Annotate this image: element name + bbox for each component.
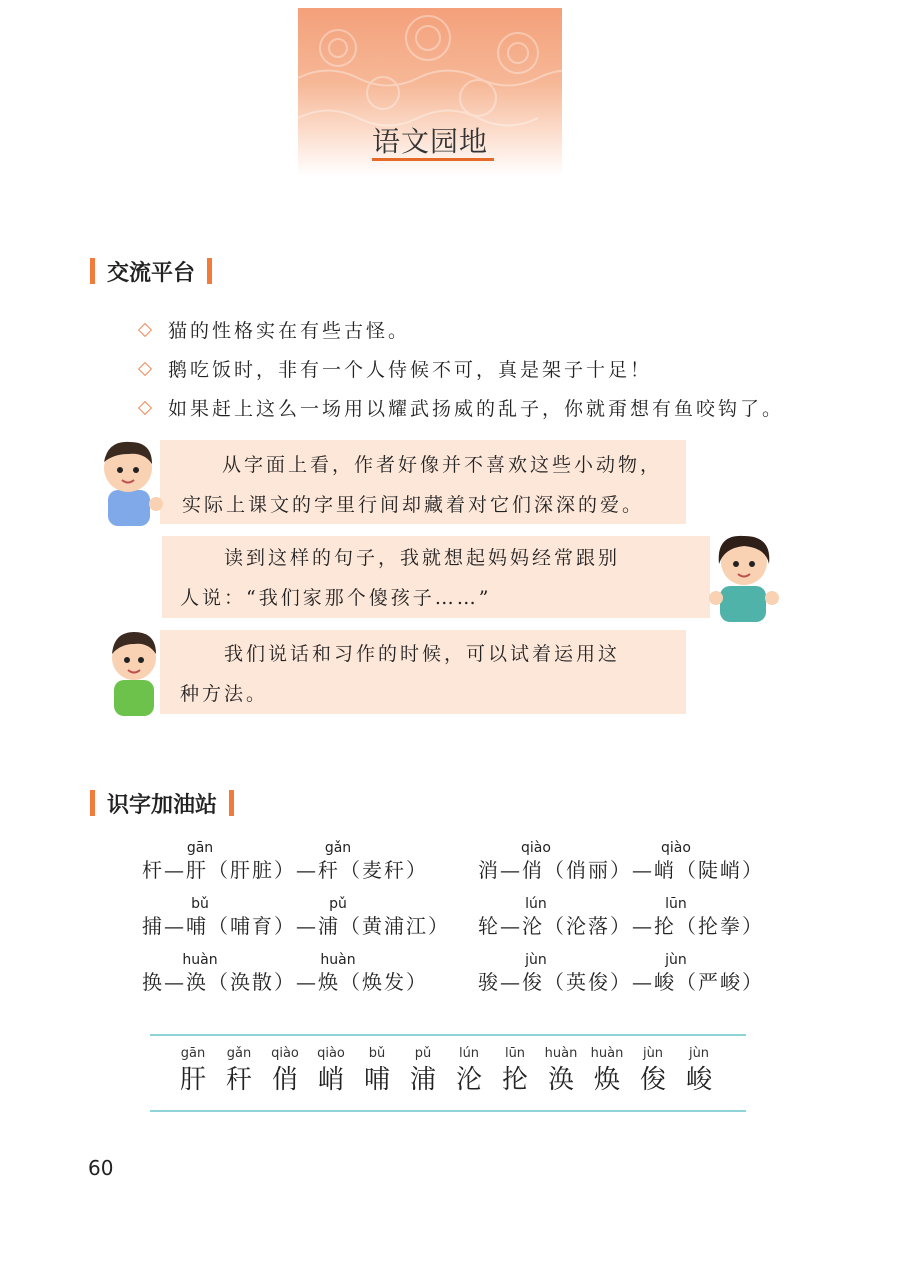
diamond-bullet-icon (138, 400, 152, 414)
writing-character (400, 1046, 446, 1096)
writing-character (676, 1046, 722, 1096)
pinyin: jùn (665, 952, 687, 968)
hanzi: 焕 (593, 1065, 620, 1095)
bubble-line: 从字面上看，作者好像并不喜欢这些小动物， (222, 454, 663, 476)
section-title: 交流平台 (107, 260, 196, 286)
sentence-text: 鹅吃饭时，非有一个人侍候不可，真是架子十足！ (168, 359, 653, 381)
list-item (134, 349, 784, 388)
pinyin: gān (180, 1046, 206, 1061)
title-underline (372, 158, 494, 161)
writing-character (262, 1046, 308, 1096)
pinyin: lún (525, 896, 547, 912)
example-sentences (134, 310, 784, 427)
pinyin: pǔ (329, 896, 347, 912)
writing-character (538, 1046, 584, 1096)
sentence-text: 如果赶上这么一场用以耀武扬威的乱子，你就甭想有鱼咬钩了。 (168, 398, 785, 420)
hanzi: 抡 (501, 1065, 528, 1095)
pinyin: qiào (271, 1046, 299, 1061)
girl-avatar-icon (708, 528, 780, 622)
hanzi: 俏 (271, 1065, 298, 1095)
bubble-line: 人说：“我们家那个傻孩子……” (180, 587, 492, 609)
pinyin: jùn (525, 952, 547, 968)
section-bar-left (90, 258, 95, 284)
hanzi: 秆 (225, 1065, 252, 1095)
character-group: 消—俏（俏丽）—峭（陡峭） (478, 858, 764, 882)
hanzi: 涣 (547, 1065, 574, 1095)
chapter-title: 语文园地 (371, 125, 488, 158)
pinyin: gǎn (226, 1046, 252, 1061)
hanzi: 哺 (363, 1065, 390, 1095)
pinyin: lūn (504, 1046, 526, 1061)
pinyin: huàn (320, 952, 356, 968)
writing-character (584, 1046, 630, 1096)
pinyin: jùn (642, 1046, 664, 1061)
diamond-bullet-icon (138, 322, 152, 336)
section-bar-right (229, 790, 234, 816)
writing-characters-box (150, 1034, 746, 1112)
page-number: 60 (88, 1156, 114, 1180)
diamond-bullet-icon (138, 361, 152, 375)
hanzi: 沦 (455, 1065, 482, 1095)
pinyin: qiào (661, 840, 691, 856)
list-item (134, 310, 784, 349)
section-title: 识字加油站 (107, 792, 218, 818)
pinyin: gān (186, 840, 214, 856)
character-group: 轮—沦（沦落）—抡（抡拳） (478, 914, 764, 938)
character-group: 捕—哺（哺育）—浦（黄浦江） (142, 914, 450, 938)
pinyin: qiào (317, 1046, 345, 1061)
writing-character (630, 1046, 676, 1096)
hanzi: 峭 (317, 1065, 344, 1095)
bubble-line: 实际上课文的字里行间却藏着对它们深深的爱。 (182, 494, 645, 516)
hanzi: 峻 (685, 1065, 712, 1095)
section-header-exchange (90, 256, 212, 286)
writing-character (216, 1046, 262, 1096)
writing-character (492, 1046, 538, 1096)
pinyin: lūn (665, 896, 687, 912)
pinyin: jùn (688, 1046, 710, 1061)
section-bar-right (207, 258, 212, 284)
hanzi: 俊 (639, 1065, 666, 1095)
character-group: 骏—俊（英俊）—峻（严峻） (478, 970, 764, 994)
speech-bubble (162, 536, 710, 618)
pinyin: lún (458, 1046, 480, 1061)
pinyin: bǔ (368, 1046, 386, 1061)
writing-character (308, 1046, 354, 1096)
character-group: 杆—肝（肝脏）—秆（麦秆） (142, 858, 428, 882)
bubble-line: 种方法。 (180, 683, 269, 705)
bubble-line: 读到这样的句子，我就想起妈妈经常跟别 (224, 547, 621, 569)
list-item (134, 388, 784, 427)
pinyin: huàn (544, 1046, 578, 1061)
boy-avatar-icon (94, 434, 164, 526)
pinyin: huàn (590, 1046, 624, 1061)
hanzi: 肝 (179, 1065, 206, 1095)
bubble-line: 我们说话和习作的时候，可以试着运用这 (224, 643, 621, 665)
section-header-characters (90, 788, 234, 818)
character-group: 换—涣（涣散）—焕（焕发） (142, 970, 428, 994)
boy-avatar-icon (104, 626, 164, 716)
speech-bubble (160, 630, 686, 714)
writing-character (446, 1046, 492, 1096)
pinyin: huàn (182, 952, 218, 968)
pinyin: qiào (521, 840, 551, 856)
writing-character (354, 1046, 400, 1096)
sentence-text: 猫的性格实在有些古怪。 (168, 320, 411, 342)
pinyin: pǔ (414, 1046, 432, 1061)
pinyin: gǎn (324, 840, 352, 856)
hanzi: 浦 (409, 1065, 436, 1095)
writing-character (170, 1046, 216, 1096)
chapter-banner (298, 8, 562, 176)
speech-bubble (160, 440, 686, 524)
pinyin: bǔ (191, 896, 209, 912)
section-bar-left (90, 790, 95, 816)
